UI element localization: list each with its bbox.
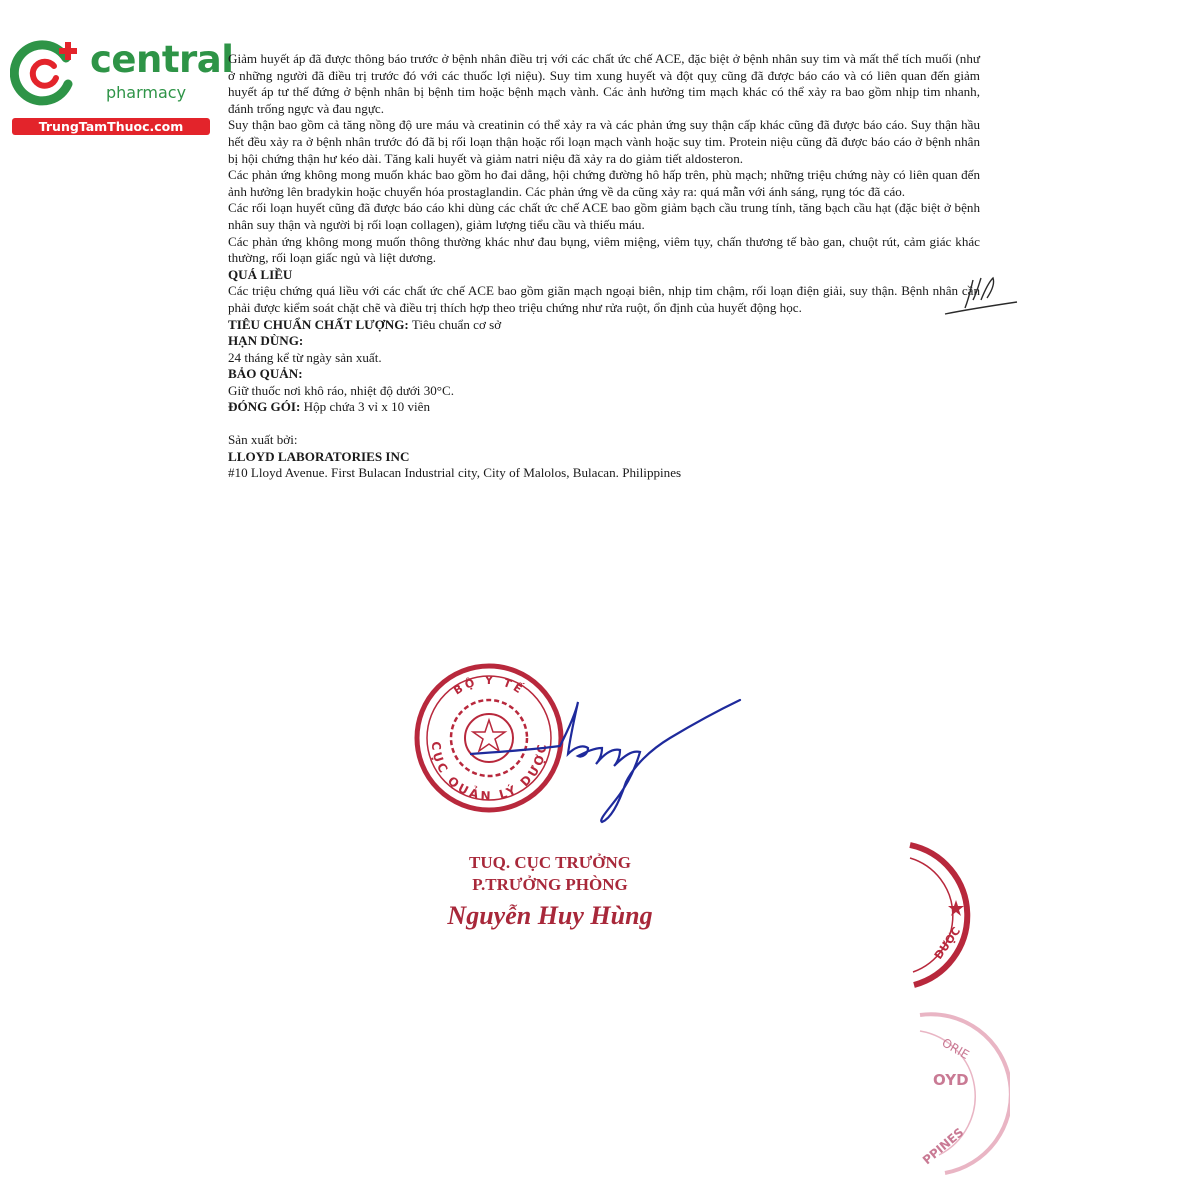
- paragraph-blood-disorders: Các rối loạn huyết cũng đã được báo cáo khi dùng các chất ức chế ACE bao gồm giảm bạch cầu trung tính, tăng bạch cầu hạt (đặc biệt ở bệnh nhân suy thận và người bị rối loạn collagen), giảm lượng tiểu cầu và thiếu máu.: [228, 200, 980, 232]
- manufacturer-address: #10 Lloyd Avenue. First Bulacan Industrial city, City of Malolos, Bulacan. Philippines: [228, 465, 682, 481]
- logo-website-banner: TrungTamThuoc.com: [12, 118, 210, 135]
- storage-heading: BẢO QUẢN:: [228, 366, 303, 382]
- official-name: Nguyễn Huy Hùng: [447, 901, 653, 930]
- storage-value: Giữ thuốc nơi khô ráo, nhiệt độ dưới 30°C.: [228, 382, 455, 398]
- partial-seal-icon: [900, 840, 980, 990]
- central-pharmacy-logo: [10, 36, 234, 136]
- official-signature-icon: [470, 690, 750, 830]
- official-signature-block: [430, 852, 670, 932]
- paragraph-other-reactions: Các phản ứng không mong muốn khác bao gồm ho đai dẳng, hội chứng đường hô hấp trên, phù mạch; những triệu chứng này có liên quan đến ảnh hưởng lên bradykin hoặc chuyển hóa prostaglandin. Các phản ứng về da cũng xảy ra: quá mẫn với ánh sáng, rụng tóc đã cáo.: [228, 167, 980, 199]
- seal-top-text: BỘ Y TẾ: [451, 673, 527, 698]
- logo-brand-name: central: [90, 38, 234, 81]
- document-body: [228, 51, 980, 482]
- company-seal-top-text: ORIE: [939, 1035, 972, 1063]
- paragraph-hypotension: Giảm huyết áp đã được thông báo trước ở bệnh nhân điều trị với các chất ức chế ACE, đặc biệt ở bệnh nhân suy tim và mất thể tích muối (như ở những người đã điều trị trước đó với các thuốc lợi niệu). Suy tim xung huyết và đột quỵ cũng đã được báo cáo và có liên quan đến giảm huyết áp tư thế đứng ở bệnh nhân bị bệnh tim hoặc bệnh mạch vành. Các ảnh hưởng tim mạch khác có thể xảy ra bao gồm nhịp tim nhanh, đánh trống ngực và đau ngực.: [228, 51, 980, 116]
- official-title-2: P.TRƯỞNG PHÒNG: [472, 875, 628, 894]
- packing: [228, 399, 980, 416]
- manufacturer-intro: Sản xuất bởi:: [228, 432, 298, 448]
- expiry-value: 24 tháng kể từ ngày sản xuất.: [228, 349, 382, 365]
- overdose-heading: QUÁ LIỀU: [228, 266, 293, 282]
- quality-value: Tiêu chuẩn cơ sở: [411, 316, 502, 332]
- central-logo-mark-icon: [10, 36, 82, 108]
- quality-label: TIÊU CHUẨN CHẤT LƯỢNG:: [228, 316, 409, 332]
- spacer: [228, 416, 980, 432]
- initials-signature-icon: [935, 270, 1020, 320]
- seal-ring-text: CỤC QUẢN LÝ DƯỢC: [428, 740, 550, 804]
- company-seal-icon: [915, 1005, 1010, 1180]
- company-seal-mid-text: OYD: [933, 1071, 969, 1089]
- manufacturer-name: LLOYD LABORATORIES INC: [228, 448, 410, 464]
- official-title-1: TUQ. CỤC TRƯỞNG: [469, 853, 631, 872]
- company-seal-bottom-text: PPINES: [919, 1125, 967, 1168]
- packing-value: Hộp chứa 3 vỉ x 10 viên: [303, 399, 431, 415]
- paragraph-common-reactions: Các phản ứng không mong muốn thông thường khác như đau bụng, viêm miệng, viêm tụy, chấn thương tế bào gan, chuột rút, cảm giác khác thường, rối loạn giấc ngủ và liệt dương.: [228, 233, 980, 266]
- paragraph-renal: Suy thận bao gồm cả tăng nồng độ ure máu và creatinin có thể xảy ra và các phản ứng suy thận cấp khác cũng đã được báo cáo. Suy thận hầu hết đều xảy ra ở bệnh nhân trước đó đã bị rối loạn thận hoặc rối loạn mạch vành hoặc suy tim. Protein niệu cũng đã được báo cáo ở bệnh nhân bị hội chứng thận hư kéo dài. Tăng kali huyết và giảm natri niệu đã xảy ra do giảm tiết aldosteron.: [228, 117, 980, 166]
- partial-seal-text: DƯỢC: [931, 924, 964, 962]
- overdose-text: Các triệu chứng quá liều với các chất ức chế ACE bao gồm giãn mạch ngoại biên, nhịp tim chậm, rối loạn điện giải, suy thận. Bệnh nhân cần phải được kiểm soát chặt chẽ và điều trị thích hợp theo triệu chứng như rửa ruột, ổn định của huyết động học.: [228, 283, 980, 315]
- expiry-heading: HẠN DÙNG:: [228, 333, 304, 349]
- quality-standard: [228, 317, 980, 334]
- packing-label: ĐÓNG GÓI:: [228, 399, 301, 415]
- logo-subtitle: pharmacy: [106, 83, 187, 102]
